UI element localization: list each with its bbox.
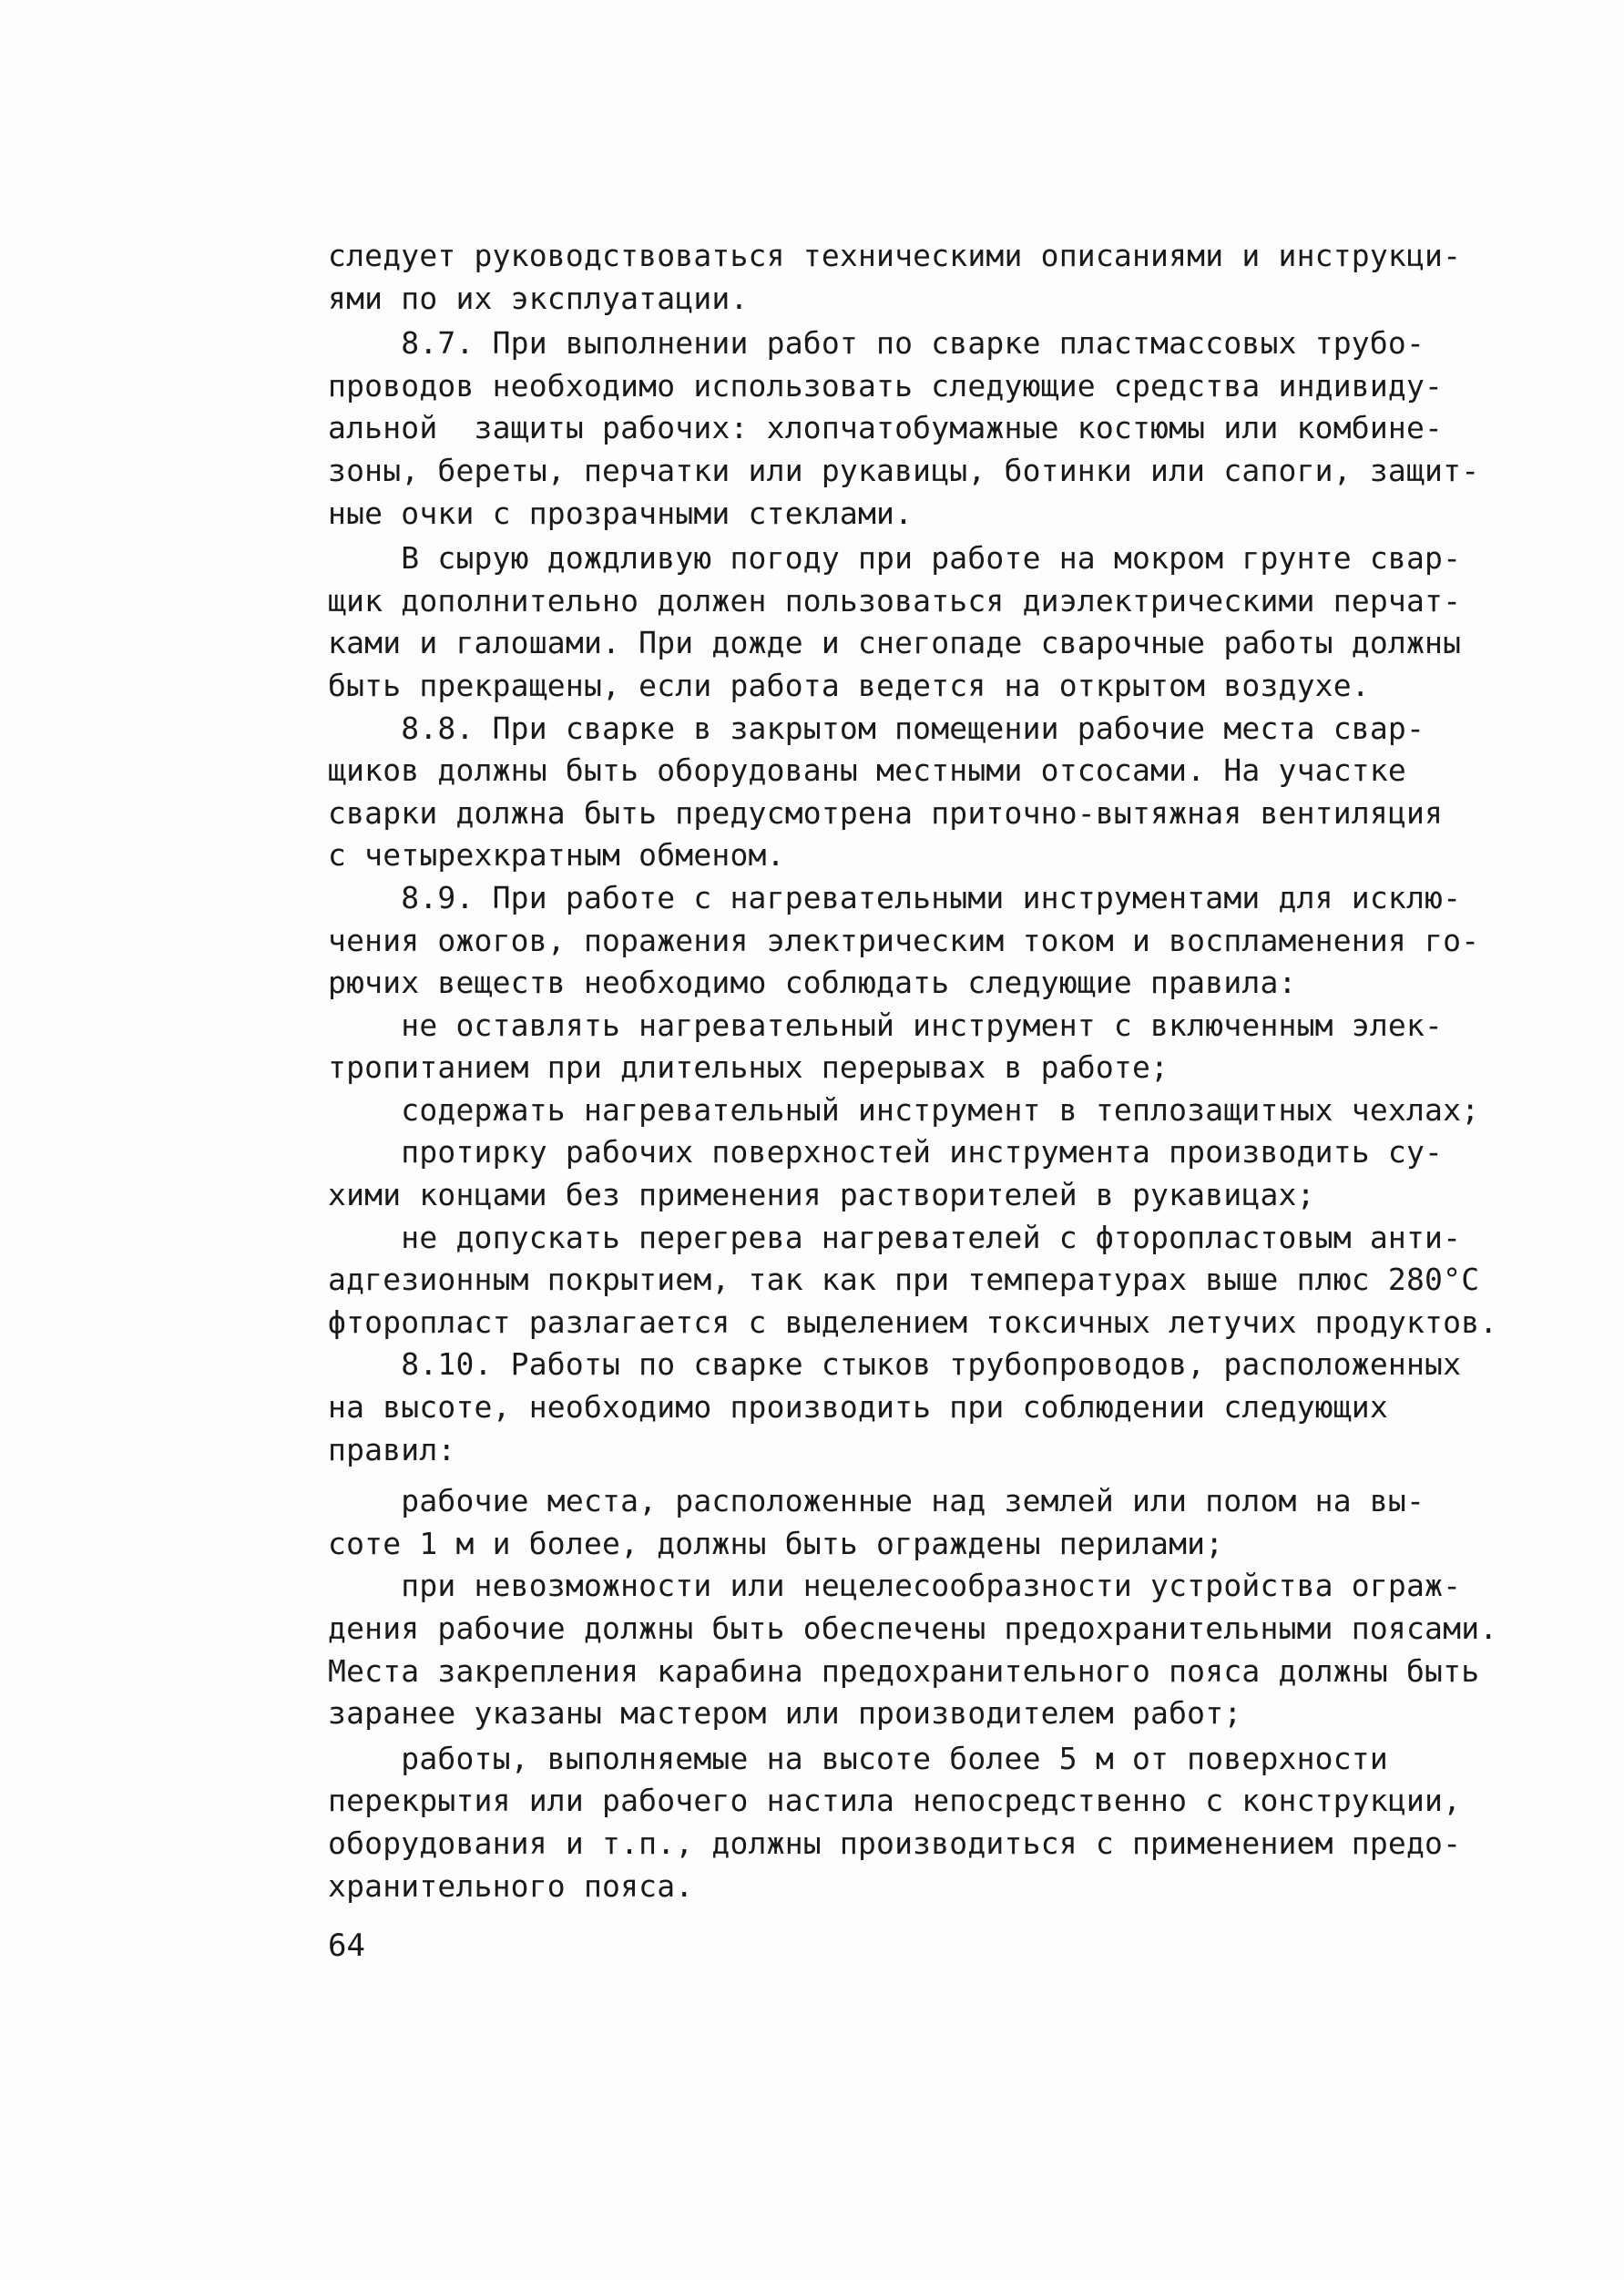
text-line: содержать нагревательный инструмент в теплозащитных чехлах; bbox=[328, 1091, 1480, 1128]
text-line: ями по их эксплуатации. bbox=[328, 280, 749, 316]
text-line: ками и галошами. При дожде и снегопаде сварочные работы должны bbox=[328, 625, 1462, 661]
text-line: рабочие места, расположенные над землей или полом на вы- bbox=[328, 1483, 1425, 1519]
text-line: Места закрепления карабина предохранительного пояса должны быть bbox=[328, 1652, 1480, 1689]
text-line: протирку рабочих поверхностей инструмента производить су- bbox=[328, 1134, 1444, 1171]
text-line: работы, выполняемые на высоте более 5 м от поверхности bbox=[328, 1740, 1388, 1776]
text-line: В сырую дождливую погоду при работе на мокром грунте свар- bbox=[328, 540, 1462, 577]
text-line: соте 1 м и более, должны быть ограждены перилами; bbox=[328, 1525, 1224, 1561]
text-line: с четырехкратным обменом. bbox=[328, 837, 785, 874]
text-line: перекрытия или рабочего настила непосредственно с конструкции, bbox=[328, 1783, 1462, 1819]
text-line: чения ожогов, поражения электрическим током и воспламенения го- bbox=[328, 922, 1480, 958]
text-line: правил: bbox=[328, 1431, 456, 1467]
text-line: оборудования и т.п., должны производиться с применением предо- bbox=[328, 1825, 1462, 1861]
text-line: хими концами без применения растворителей в рукавицах; bbox=[328, 1177, 1315, 1213]
text-line: сварки должна быть предусмотрена приточно-вытяжная вентиляция bbox=[328, 794, 1444, 831]
text-line: тропитанием при длительных перерывах в работе; bbox=[328, 1049, 1169, 1086]
text-line: на высоте, необходимо производить при соблюдении следующих bbox=[328, 1389, 1388, 1426]
text-line: 8.9. При работе с нагревательными инструментами для исклю- bbox=[328, 879, 1462, 915]
text-line: не оставлять нагревательный инструмент с включенным элек- bbox=[328, 1007, 1444, 1043]
text-line: дения рабочие должны быть обеспечены предохранительными поясами. bbox=[328, 1610, 1498, 1646]
text-line: следует руководствоваться техническими описаниями и инструкци- bbox=[328, 238, 1462, 273]
text-line: заранее указаны мастером или производителем работ; bbox=[328, 1695, 1242, 1732]
text-line: 8.10. Работы по сварке стыков трубопроводов, расположенных bbox=[328, 1346, 1462, 1383]
text-line: 8.7. При выполнении работ по сварке пластмассовых трубо- bbox=[328, 325, 1425, 362]
text-line: хранительного пояса. bbox=[328, 1867, 694, 1904]
text-line: не допускать перегрева нагревателей с фторопластовым анти- bbox=[328, 1219, 1462, 1255]
text-line: альной защиты рабочих: хлопчатобумажные костюмы или комбине- bbox=[328, 410, 1444, 446]
page-number: 64 bbox=[328, 1927, 365, 1964]
text-line: рючих веществ необходимо соблюдать следующие правила: bbox=[328, 965, 1297, 1001]
text-line: щик дополнительно должен пользоваться диэлектрическими перчат- bbox=[328, 582, 1462, 619]
text-line: фторопласт разлагается с выделением токсичных летучих продуктов. bbox=[328, 1304, 1498, 1340]
text-line: проводов необходимо использовать следующие средства индивиду- bbox=[328, 367, 1444, 404]
text-line: щиков должны быть оборудованы местными отсосами. На участке bbox=[328, 752, 1406, 789]
text-line: адгезионным покрытием, так как при температурах выше плюс 280°С bbox=[328, 1262, 1480, 1298]
body-text bbox=[328, 235, 1498, 1907]
text-line: быть прекращены, если работа ведется на открытом воздухе. bbox=[328, 667, 1370, 703]
text-line: зоны, береты, перчатки или рукавицы, ботинки или сапоги, защит- bbox=[328, 452, 1480, 488]
text-line: при невозможности или нецелесообразности устройства ограж- bbox=[328, 1568, 1462, 1604]
text-line: 8.8. При сварке в закрытом помещении рабочие места свар- bbox=[328, 710, 1425, 746]
text-line: ные очки с прозрачными стеклами. bbox=[328, 495, 914, 531]
